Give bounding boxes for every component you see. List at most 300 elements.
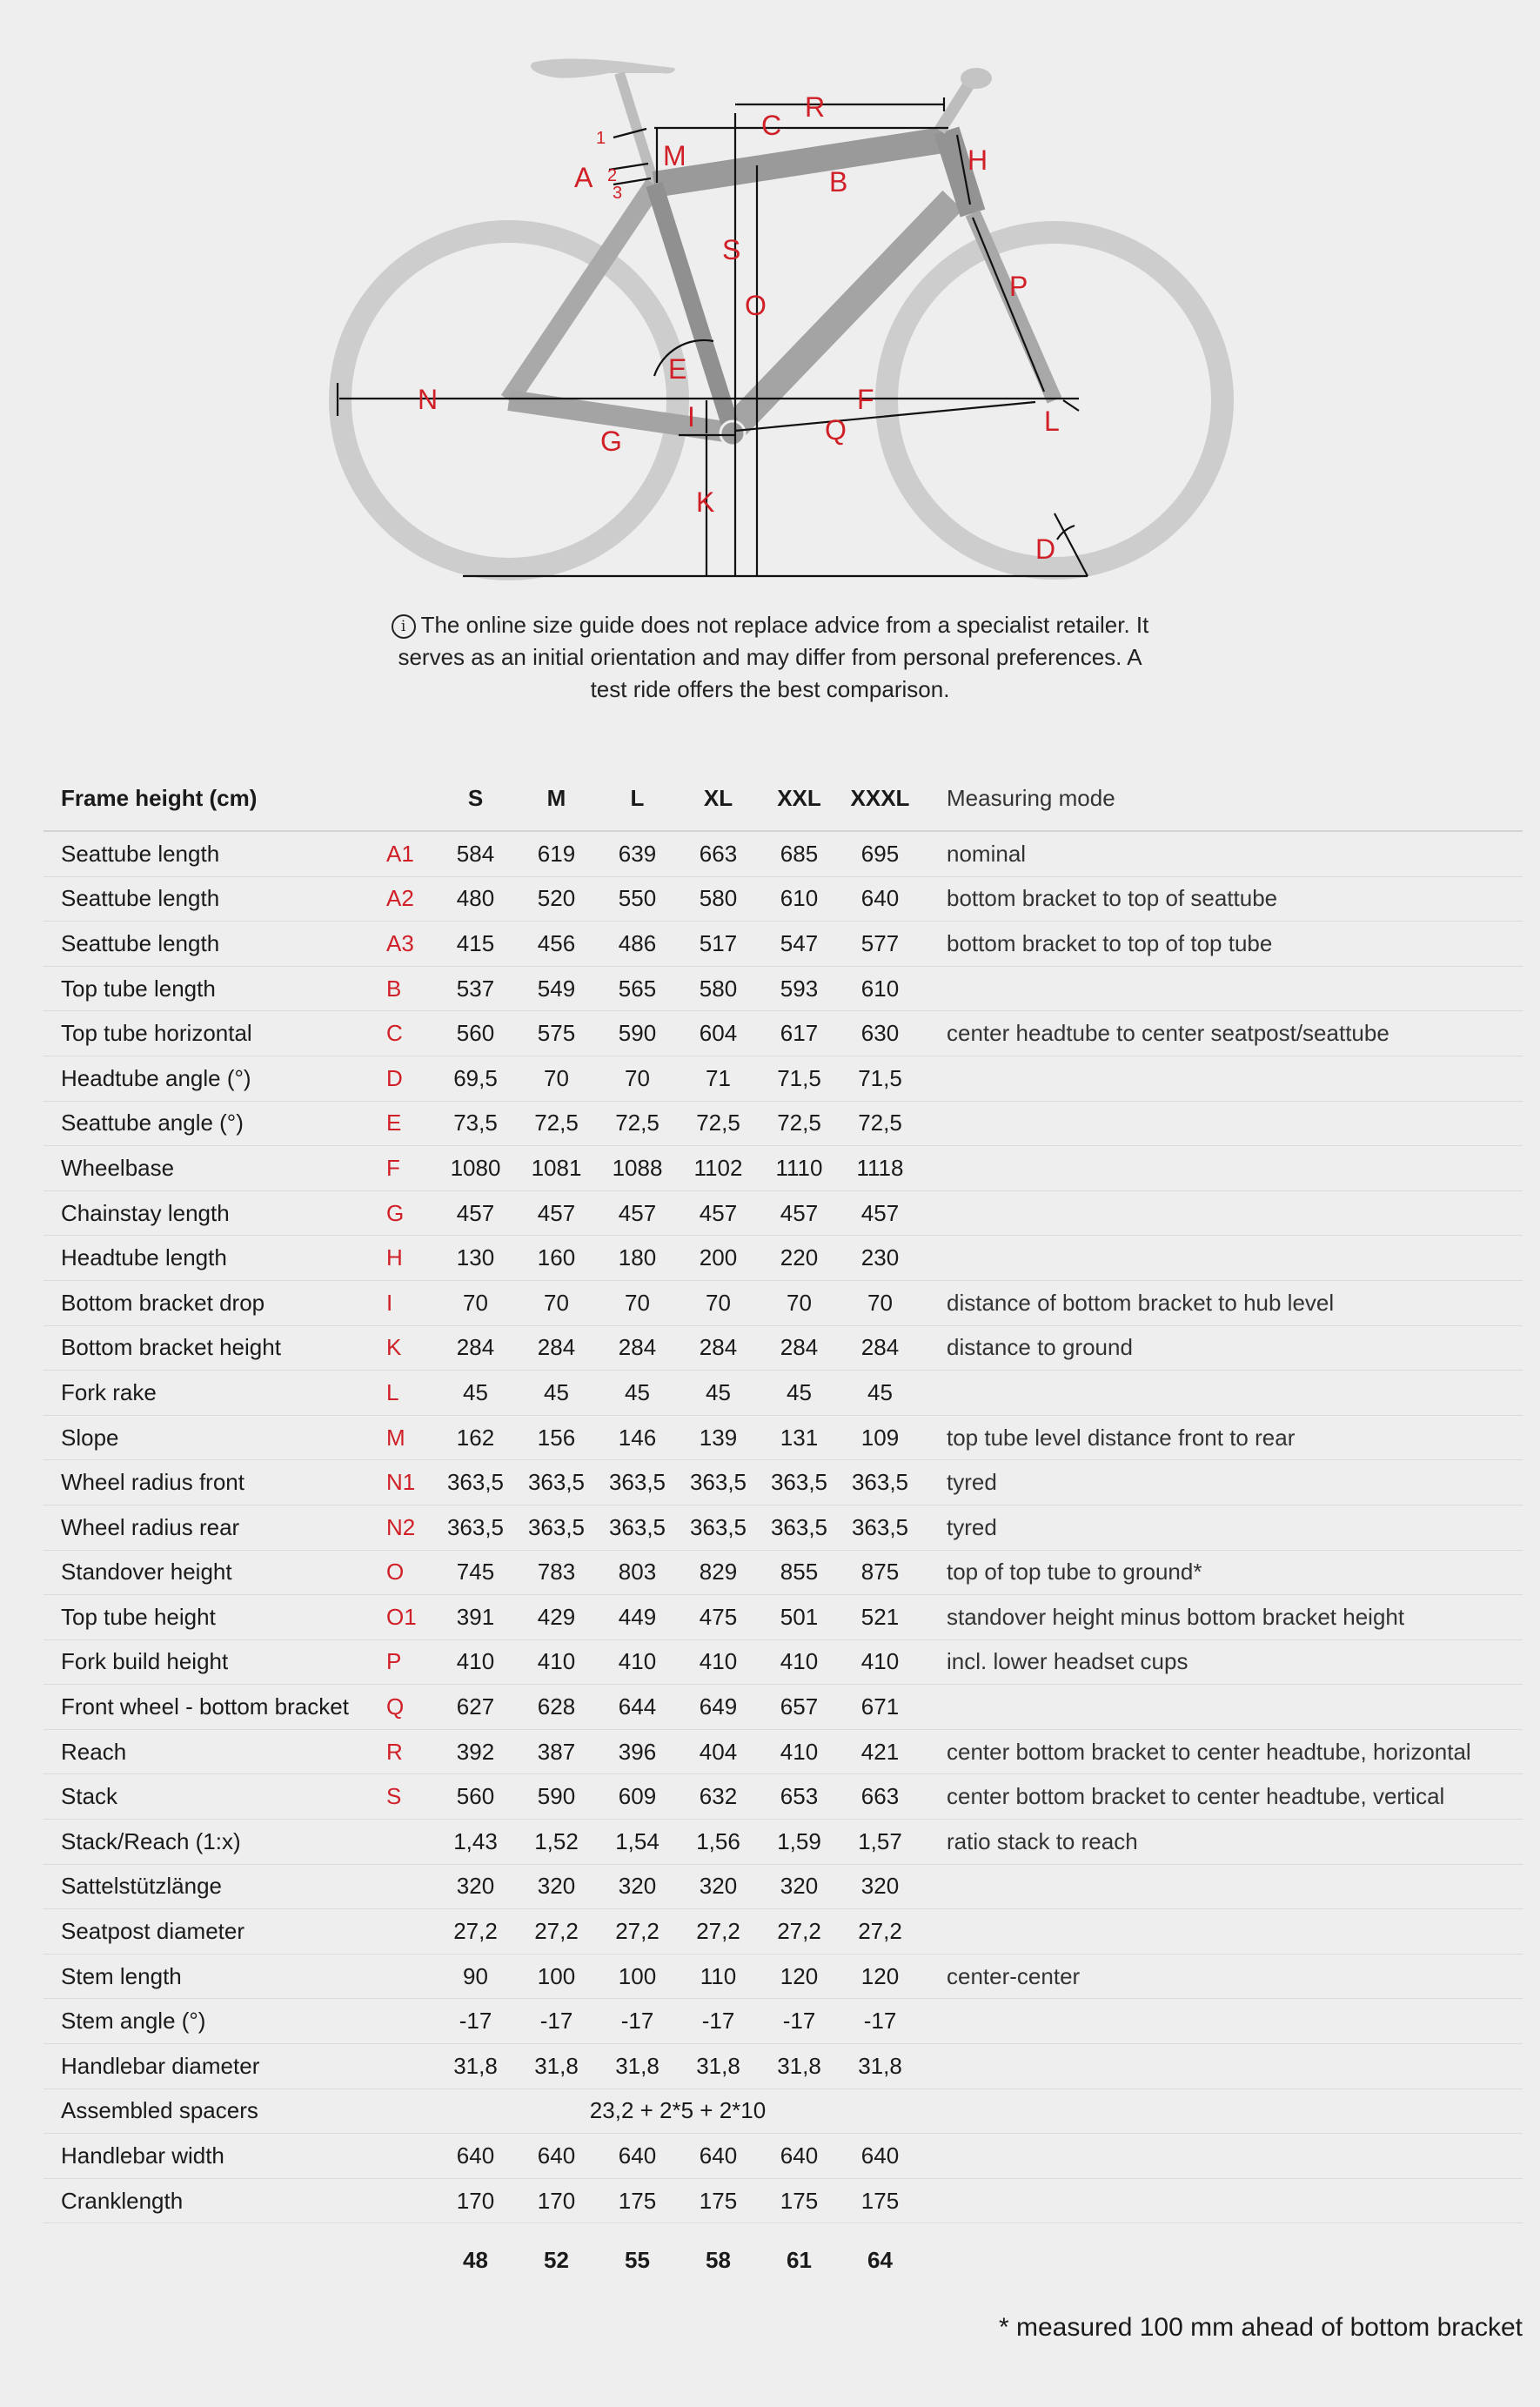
row-value: 69,5	[435, 1056, 516, 1101]
row-value: 829	[678, 1550, 759, 1595]
label-Q: Q	[825, 414, 847, 446]
row-value: 175	[759, 2178, 840, 2223]
row-value: 685	[759, 831, 840, 876]
footer-value: 61	[787, 2246, 812, 2273]
row-mode: bottom bracket to top of seattube	[921, 876, 1523, 922]
row-value: 70	[435, 1280, 516, 1325]
row-value: 640	[840, 2134, 921, 2179]
row-mode	[921, 966, 1523, 1011]
row-value: 1,43	[435, 1820, 516, 1865]
row-mode: incl. lower headset cups	[921, 1639, 1523, 1685]
row-value: 456	[516, 922, 597, 967]
row-value: 120	[840, 1954, 921, 1999]
row-code: F	[383, 1146, 435, 1191]
row-mode	[921, 1190, 1523, 1236]
row-name: Stack	[44, 1774, 383, 1820]
row-value: 320	[597, 1864, 678, 1909]
row-mode: ratio stack to reach	[921, 1820, 1523, 1865]
row-value: 220	[759, 1236, 840, 1281]
row-code: A3	[383, 922, 435, 967]
row-code: H	[383, 1236, 435, 1281]
row-value: 410	[840, 1639, 921, 1685]
row-name: Assembled spacers	[44, 2089, 383, 2134]
row-value: 875	[840, 1550, 921, 1595]
saddle	[531, 59, 675, 78]
row-value: 363,5	[516, 1505, 597, 1550]
table-row	[44, 1954, 1523, 1999]
row-name: Reach	[44, 1729, 383, 1774]
footer-value: 52	[544, 2246, 569, 2273]
row-value: 457	[759, 1190, 840, 1236]
size-guide-notice	[348, 609, 1192, 706]
row-code: B	[383, 966, 435, 1011]
table-row	[44, 831, 1523, 876]
row-value: 640	[759, 2134, 840, 2179]
row-value: 100	[516, 1954, 597, 1999]
row-value: 1110	[759, 1146, 840, 1191]
row-value: 619	[516, 831, 597, 876]
row-value: 180	[597, 1236, 678, 1281]
label-D: D	[1035, 533, 1056, 565]
row-value: 363,5	[840, 1505, 921, 1550]
row-value: 363,5	[435, 1505, 516, 1550]
row-name: Headtube angle (°)	[44, 1056, 383, 1101]
row-value: 27,2	[516, 1909, 597, 1954]
row-value: 363,5	[678, 1505, 759, 1550]
row-value: 590	[597, 1011, 678, 1056]
row-name: Bottom bracket height	[44, 1325, 383, 1371]
row-code: S	[383, 1774, 435, 1820]
row-value: 72,5	[678, 1101, 759, 1146]
row-value: 577	[840, 922, 921, 967]
row-value: 457	[516, 1190, 597, 1236]
row-value: 90	[435, 1954, 516, 1999]
row-mode	[921, 1146, 1523, 1191]
frame-height-footer-row	[44, 2223, 1523, 2297]
row-value: 31,8	[597, 2044, 678, 2089]
label-1: 1	[596, 129, 606, 148]
row-value: 663	[678, 831, 759, 876]
row-value: 632	[678, 1774, 759, 1820]
row-value: 657	[759, 1685, 840, 1730]
table-row	[44, 1505, 1523, 1550]
row-value: 610	[759, 876, 840, 922]
row-value: 70	[516, 1280, 597, 1325]
row-value: 175	[678, 2178, 759, 2223]
row-value: 109	[840, 1415, 921, 1460]
row-value: 320	[435, 1864, 516, 1909]
row-mode	[921, 1371, 1523, 1416]
row-value: 560	[435, 1774, 516, 1820]
row-code: O	[383, 1550, 435, 1595]
footer-value: 55	[625, 2246, 650, 2273]
row-code: Q	[383, 1685, 435, 1730]
row-code: N1	[383, 1460, 435, 1505]
table-row	[44, 1550, 1523, 1595]
footer-value: 64	[867, 2246, 893, 2273]
row-value: 73,5	[435, 1101, 516, 1146]
table-row	[44, 1056, 1523, 1101]
row-mode	[921, 2178, 1523, 2223]
row-value: 695	[840, 831, 921, 876]
row-value: 363,5	[759, 1505, 840, 1550]
table-row	[44, 2089, 1523, 2134]
row-value: 70	[759, 1280, 840, 1325]
label-3: 3	[613, 184, 623, 203]
row-code: P	[383, 1639, 435, 1685]
row-value: -17	[759, 1999, 840, 2044]
row-value: 170	[516, 2178, 597, 2223]
table-row	[44, 1460, 1523, 1505]
row-value: 410	[597, 1639, 678, 1685]
row-code	[383, 1864, 435, 1909]
row-value: 120	[759, 1954, 840, 1999]
row-value: 100	[597, 1954, 678, 1999]
footer-value: 48	[463, 2246, 488, 2273]
row-value: 803	[597, 1550, 678, 1595]
header-frame-height: Frame height (cm)	[44, 766, 383, 831]
row-mode: top tube level distance front to rear	[921, 1415, 1523, 1460]
row-value: 363,5	[759, 1460, 840, 1505]
row-name: Seatpost diameter	[44, 1909, 383, 1954]
row-mode	[921, 1685, 1523, 1730]
table-row	[44, 1146, 1523, 1191]
table-row	[44, 1415, 1523, 1460]
row-value: 200	[678, 1236, 759, 1281]
row-value: 580	[678, 966, 759, 1011]
header-size-l: L	[597, 766, 678, 831]
row-value: 156	[516, 1415, 597, 1460]
row-name: Seattube length	[44, 922, 383, 967]
row-value: 363,5	[678, 1460, 759, 1505]
row-code	[383, 2044, 435, 2089]
label-P: P	[1009, 271, 1028, 302]
row-value: 410	[516, 1639, 597, 1685]
row-code: A1	[383, 831, 435, 876]
label-M: M	[663, 140, 686, 171]
row-value: 1,59	[759, 1820, 840, 1865]
row-value: 146	[597, 1415, 678, 1460]
row-value: 45	[678, 1371, 759, 1416]
row-code	[383, 2089, 435, 2134]
row-code: E	[383, 1101, 435, 1146]
row-value: 27,2	[597, 1909, 678, 1954]
row-value: 363,5	[597, 1460, 678, 1505]
row-value: 421	[840, 1729, 921, 1774]
table-row	[44, 2044, 1523, 2089]
row-value: 517	[678, 922, 759, 967]
row-value: 627	[435, 1685, 516, 1730]
row-value: 31,8	[759, 2044, 840, 2089]
row-value: 31,8	[516, 2044, 597, 2089]
row-value: 363,5	[435, 1460, 516, 1505]
row-value: 475	[678, 1595, 759, 1640]
row-code	[383, 1999, 435, 2044]
row-value: 27,2	[435, 1909, 516, 1954]
row-value: 640	[678, 2134, 759, 2179]
seat-tube	[654, 184, 733, 432]
table-row	[44, 2178, 1523, 2223]
row-mode	[921, 1909, 1523, 1954]
row-value: 584	[435, 831, 516, 876]
row-value: 72,5	[759, 1101, 840, 1146]
row-mode	[921, 1101, 1523, 1146]
geometry-table	[44, 766, 1523, 2296]
row-value: 640	[597, 2134, 678, 2179]
row-value: 593	[759, 966, 840, 1011]
row-code: L	[383, 1371, 435, 1416]
row-value: 320	[840, 1864, 921, 1909]
notice-line-3: test ride offers the best comparison.	[590, 676, 950, 702]
row-value: 410	[759, 1639, 840, 1685]
row-name: Headtube length	[44, 1236, 383, 1281]
row-value: 230	[840, 1236, 921, 1281]
row-value: 320	[516, 1864, 597, 1909]
row-value: 457	[597, 1190, 678, 1236]
header-code	[383, 766, 435, 831]
table-row	[44, 1011, 1523, 1056]
row-name: Sattelstützlänge	[44, 1864, 383, 1909]
row-value: 457	[840, 1190, 921, 1236]
label-H: H	[968, 144, 988, 176]
row-value: 31,8	[678, 2044, 759, 2089]
row-value: 404	[678, 1729, 759, 1774]
row-value: 110	[678, 1954, 759, 1999]
row-mode: nominal	[921, 831, 1523, 876]
row-value: 604	[678, 1011, 759, 1056]
footnote: * measured 100 mm ahead of bottom bracket	[999, 2313, 1523, 2342]
row-value: 45	[516, 1371, 597, 1416]
row-name: Standover height	[44, 1550, 383, 1595]
row-value: 27,2	[678, 1909, 759, 1954]
row-name: Cranklength	[44, 2178, 383, 2223]
row-value: 649	[678, 1685, 759, 1730]
header-size-xxl: XXL	[759, 766, 840, 831]
row-value: 549	[516, 966, 597, 1011]
row-value: 70	[516, 1056, 597, 1101]
row-mode	[921, 1056, 1523, 1101]
row-value: 70	[840, 1280, 921, 1325]
row-value: 320	[678, 1864, 759, 1909]
row-value: 415	[435, 922, 516, 967]
footer-spacer	[921, 2223, 1523, 2297]
row-value: 72,5	[516, 1101, 597, 1146]
row-mode: center-center	[921, 1954, 1523, 1999]
row-name: Slope	[44, 1415, 383, 1460]
row-mode: distance of bottom bracket to hub level	[921, 1280, 1523, 1325]
bottom-bracket	[720, 421, 745, 446]
row-value: 45	[840, 1371, 921, 1416]
header-size-xxxl: XXXL	[840, 766, 921, 831]
label-A: A	[574, 162, 593, 193]
row-code	[383, 1909, 435, 1954]
row-value: 162	[435, 1415, 516, 1460]
row-value: 640	[435, 2134, 516, 2179]
row-value: 590	[516, 1774, 597, 1820]
row-value: 284	[435, 1325, 516, 1371]
row-value: -17	[678, 1999, 759, 2044]
notice-line-2: serves as an initial orientation and may differ from personal preferences. A	[398, 644, 1142, 670]
row-value: 580	[678, 876, 759, 922]
row-code: I	[383, 1280, 435, 1325]
row-value: 139	[678, 1415, 759, 1460]
row-name: Top tube height	[44, 1595, 383, 1640]
header-size-m: M	[516, 766, 597, 831]
row-value: 457	[435, 1190, 516, 1236]
row-value: 71,5	[840, 1056, 921, 1101]
row-mode: distance to ground	[921, 1325, 1523, 1371]
row-value: -17	[597, 1999, 678, 2044]
row-value: 644	[597, 1685, 678, 1730]
bike-geometry-diagram	[0, 0, 1540, 592]
row-value: 537	[435, 966, 516, 1011]
header-size-xl: XL	[678, 766, 759, 831]
row-value: 72,5	[840, 1101, 921, 1146]
row-value: 396	[597, 1729, 678, 1774]
row-mode: tyred	[921, 1460, 1523, 1505]
row-value: 31,8	[840, 2044, 921, 2089]
row-value: 671	[840, 1685, 921, 1730]
row-value: 410	[759, 1729, 840, 1774]
table-row	[44, 1371, 1523, 1416]
row-value: 1080	[435, 1146, 516, 1191]
row-value: -17	[840, 1999, 921, 2044]
row-value: 1,52	[516, 1820, 597, 1865]
row-value: 1,56	[678, 1820, 759, 1865]
row-value: 486	[597, 922, 678, 967]
label-2: 2	[607, 166, 618, 185]
row-value: 363,5	[840, 1460, 921, 1505]
row-name: Stem length	[44, 1954, 383, 1999]
row-value: 320	[759, 1864, 840, 1909]
row-value: 565	[597, 966, 678, 1011]
row-value: 630	[840, 1011, 921, 1056]
table-row	[44, 1101, 1523, 1146]
table-row	[44, 1999, 1523, 2044]
row-name: Handlebar width	[44, 2134, 383, 2179]
table-row	[44, 966, 1523, 1011]
table-row	[44, 2134, 1523, 2179]
table-row	[44, 1909, 1523, 1954]
row-value: 480	[435, 876, 516, 922]
table-row	[44, 876, 1523, 922]
row-code: A2	[383, 876, 435, 922]
handlebar	[961, 68, 992, 89]
footer-value: 58	[706, 2246, 731, 2273]
row-value: 745	[435, 1550, 516, 1595]
row-value: 547	[759, 922, 840, 967]
footer-spacer	[44, 2223, 383, 2297]
label-K: K	[696, 486, 715, 518]
label-G: G	[600, 426, 622, 457]
row-value: 640	[840, 876, 921, 922]
row-value: 71	[678, 1056, 759, 1101]
row-value: 70	[597, 1280, 678, 1325]
row-name: Stem angle (°)	[44, 1999, 383, 2044]
table-row	[44, 1820, 1523, 1865]
row-value: -17	[516, 1999, 597, 2044]
header-size-s: S	[435, 766, 516, 831]
label-C: C	[761, 110, 782, 141]
row-mode	[921, 1999, 1523, 2044]
label-I: I	[687, 401, 695, 432]
row-value: 31,8	[435, 2044, 516, 2089]
row-mode	[921, 1864, 1523, 1909]
row-value: 609	[597, 1774, 678, 1820]
row-mode	[921, 2044, 1523, 2089]
row-value: 392	[435, 1729, 516, 1774]
row-value: 1088	[597, 1146, 678, 1191]
label-B: B	[829, 166, 848, 198]
row-mode: center headtube to center seatpost/seattube	[921, 1011, 1523, 1056]
row-value: 617	[759, 1011, 840, 1056]
row-value: 855	[759, 1550, 840, 1595]
row-value: 45	[597, 1371, 678, 1416]
row-value: 70	[678, 1280, 759, 1325]
row-value: 501	[759, 1595, 840, 1640]
table-row	[44, 1685, 1523, 1730]
row-code: M	[383, 1415, 435, 1460]
row-value: 45	[759, 1371, 840, 1416]
row-code	[383, 1954, 435, 1999]
row-value: 72,5	[597, 1101, 678, 1146]
table-row	[44, 1190, 1523, 1236]
row-mode: center bottom bracket to center headtube, horizontal	[921, 1729, 1523, 1774]
row-code: O1	[383, 1595, 435, 1640]
row-name: Wheel radius front	[44, 1460, 383, 1505]
row-code: N2	[383, 1505, 435, 1550]
row-name: Handlebar diameter	[44, 2044, 383, 2089]
row-mode	[921, 1236, 1523, 1281]
row-name: Seattube length	[44, 831, 383, 876]
row-value: 284	[840, 1325, 921, 1371]
row-value: 130	[435, 1236, 516, 1281]
row-value: 610	[840, 966, 921, 1011]
row-value: 1118	[840, 1146, 921, 1191]
table-row	[44, 1236, 1523, 1281]
table-row	[44, 1864, 1523, 1909]
row-value: 363,5	[516, 1460, 597, 1505]
row-value: 653	[759, 1774, 840, 1820]
row-name: Chainstay length	[44, 1190, 383, 1236]
row-code: D	[383, 1056, 435, 1101]
row-code	[383, 2178, 435, 2223]
table-row	[44, 922, 1523, 967]
row-mode	[921, 2134, 1523, 2179]
table-body	[44, 831, 1523, 2223]
row-value: 640	[516, 2134, 597, 2179]
row-value: 175	[840, 2178, 921, 2223]
row-name: Wheelbase	[44, 1146, 383, 1191]
notice-line-1: The online size guide does not replace advice from a specialist retailer. It	[420, 612, 1149, 638]
row-value: 1081	[516, 1146, 597, 1191]
row-value: 363,5	[597, 1505, 678, 1550]
row-value: 27,2	[840, 1909, 921, 1954]
row-value: 45	[435, 1371, 516, 1416]
row-value: 170	[435, 2178, 516, 2223]
row-value: 1,57	[840, 1820, 921, 1865]
label-L: L	[1044, 406, 1060, 437]
row-value: 27,2	[759, 1909, 840, 1954]
row-mode: tyred	[921, 1505, 1523, 1550]
row-mode	[921, 2089, 1523, 2134]
row-mode: standover height minus bottom bracket height	[921, 1595, 1523, 1640]
row-value: 550	[597, 876, 678, 922]
label-R: R	[805, 91, 826, 123]
row-value: -17	[435, 1999, 516, 2044]
row-value: 575	[516, 1011, 597, 1056]
header-measuring-mode: Measuring mode	[921, 766, 1523, 831]
